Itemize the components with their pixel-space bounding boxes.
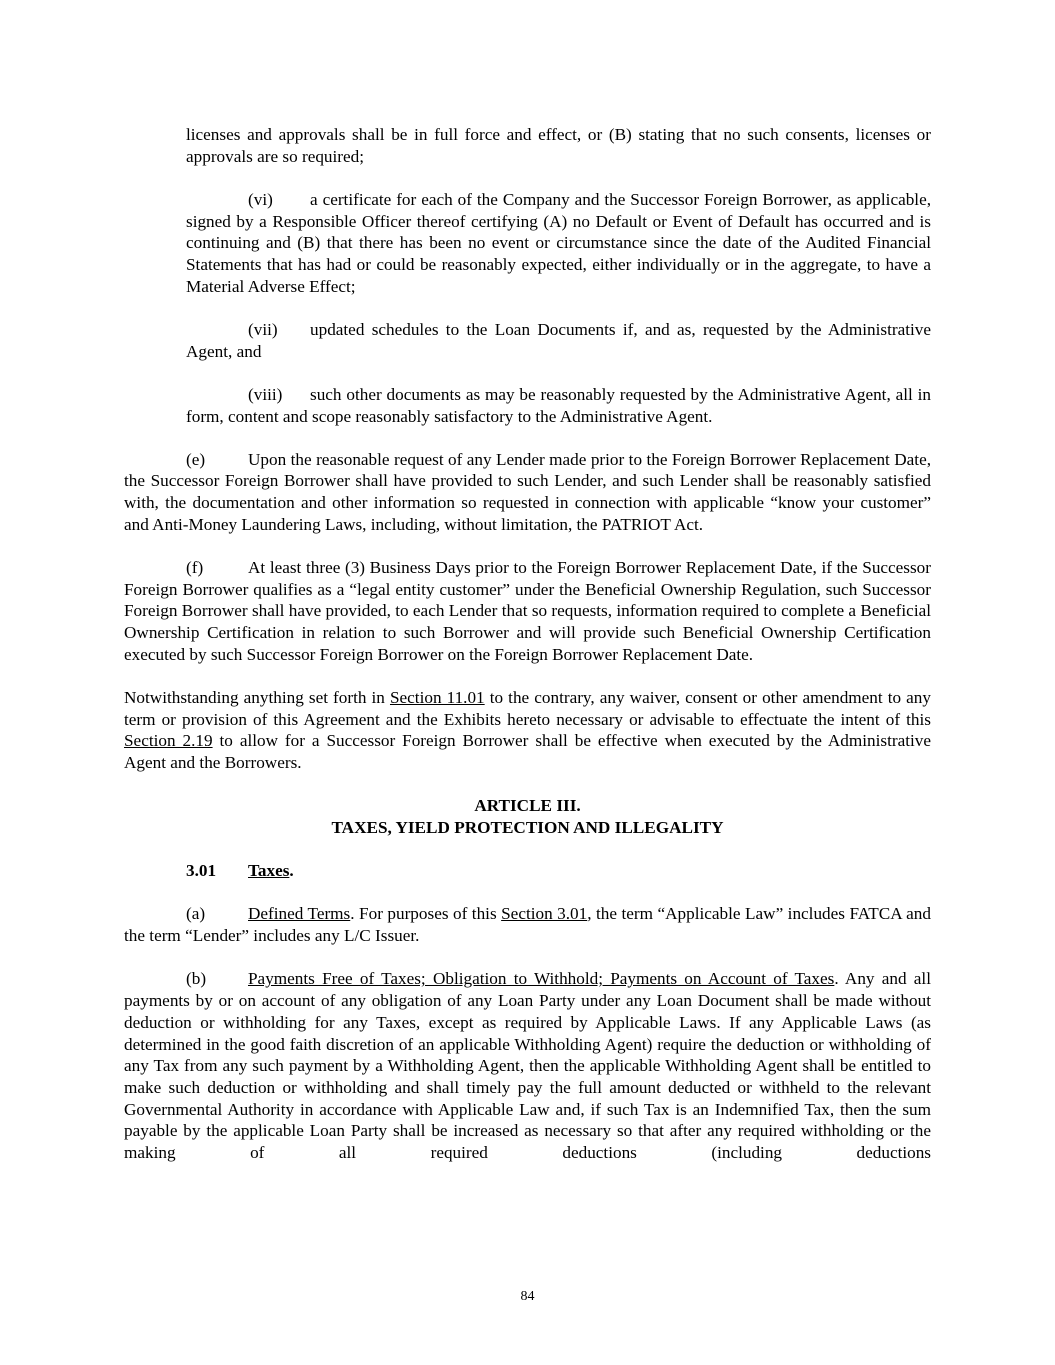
clause-vii-label: (vii) [248,319,278,339]
clause-a-part2: , the term “Applicable Law” includes FATCA and the term “Lender” includes any L/C Issuer. [124,904,931,946]
clause-vi [186,189,931,298]
section-11-01-reference: Section 11.01 [389,688,485,708]
continued-paragraph: licenses and approvals shall be in full force and effect, or (B) stating that no such consents, licenses or approvals are so required; [186,125,931,166]
clause-b [124,968,931,1163]
clause-e-text: Upon the reasonable request of any Lender made prior to the Foreign Borrower Replacement Date, the Successor Foreign Borrower shall have provided to such Lender, and such Lender shall be reasonably satisfied with, the documentation and other information so requested in connection with applicable “know your customer” and Anti-Money Laundering Laws, including, without limitation, the PATRIOT Act. [124,449,931,534]
clause-viii [186,384,931,427]
clause-b-text: . Any and all payments by or on account of any obligation of any Loan Party under any Loan Document shall be made without deduction or withholding for any Taxes, except as required by Applicable Laws. If any Applicable Laws (as determined in the good faith discretion of an applicable Withholding Agent) require the deduction or withholding of any Tax from any such payment by a Withholding Agent, then the applicable Withholding Agent shall be entitled to make such deduction or withholding and shall timely pay the full amount deducted or withheld to the relevant Governmental Authority in accordance with Applicable Law and, if such Tax is an Indemnified Tax, then the sum payable by the applicable Loan Party shall be increased as necessary so that after any required withholding or the making of all required deductions (including deductions [124,969,931,1163]
section-3-01-trail: . [289,861,294,881]
section-3-01-number: 3.01 [186,861,217,881]
clause-viii-text: such other documents as may be reasonably requested by the Administrative Agent, all in form, content and scope reasonably satisfactory to the Administrative Agent. [186,384,931,426]
section-3-01-title: Taxes [248,861,290,881]
clause-a-part1: . For purposes of this [350,904,502,924]
article-number: ARTICLE III. [474,796,581,816]
clause-b-heading: Payments Free of Taxes; Obligation to Withhold; Payments on Account of Taxes [248,969,835,989]
clause-vii [186,319,931,362]
notwithstanding-paragraph [124,687,931,774]
clause-vi-label: (vi) [248,189,273,209]
notwithstanding-part1: Notwithstanding anything set forth in [124,688,390,708]
document-page [124,124,931,1185]
clause-a-label: (a) [186,904,206,924]
clause-vii-text: updated schedules to the Loan Documents if, and as, requested by the Administrative Agent, and [186,319,931,361]
clause-a [124,903,931,946]
clause-f-label: (f) [186,558,204,578]
clause-f [124,557,931,666]
section-3-01-reference: Section 3.01 [501,904,588,924]
clause-viii-label: (viii) [248,384,283,404]
article-title: TAXES, YIELD PROTECTION AND ILLEGALITY [331,818,724,838]
clause-b-label: (b) [186,969,207,989]
notwithstanding-part3: to allow for a Successor Foreign Borrower shall be effective when executed by the Administrative Agent and the Borrowers. [124,731,931,773]
page-number: 84 [520,1289,535,1304]
continued-clause [186,124,931,427]
notwithstanding-part2: to the contrary, any waiver, consent or other amendment to any term or provision of this Agreement and the Exhibits hereto necessary or advisable to effectuate the intent of this [124,688,931,729]
clause-a-heading: Defined Terms [248,904,351,924]
article-heading [124,795,931,838]
clause-e-label: (e) [186,449,206,469]
clause-e [124,449,931,536]
clause-f-text: At least three (3) Business Days prior to the Foreign Borrower Replacement Date, if the Successor Foreign Borrower qualifies as a “legal entity customer” under the Beneficial Ownership Regulation, such Successor Foreign Borrower shall have provided, to each Lender that so requests, information required to complete a Beneficial Ownership Certification in relation to such Borrower and will provide such Beneficial Ownership Certification executed by such Successor Foreign Borrower on the Foreign Borrower Replacement Date. [124,558,931,664]
section-3-01-heading [124,860,931,882]
clause-vi-text: a certificate for each of the Company and the Successor Foreign Borrower, as applicable, signed by a Responsible Officer thereof certifying (A) no Default or Event of Default has occurred and is continuing and (B) that there has been no event or circumstance since the date of the Audited Financial Statements that has had or could be reasonably expected, either individually or in the aggregate, to have a Material Adverse Effect; [186,189,931,296]
section-2-19-reference: Section 2.19 [124,731,213,751]
